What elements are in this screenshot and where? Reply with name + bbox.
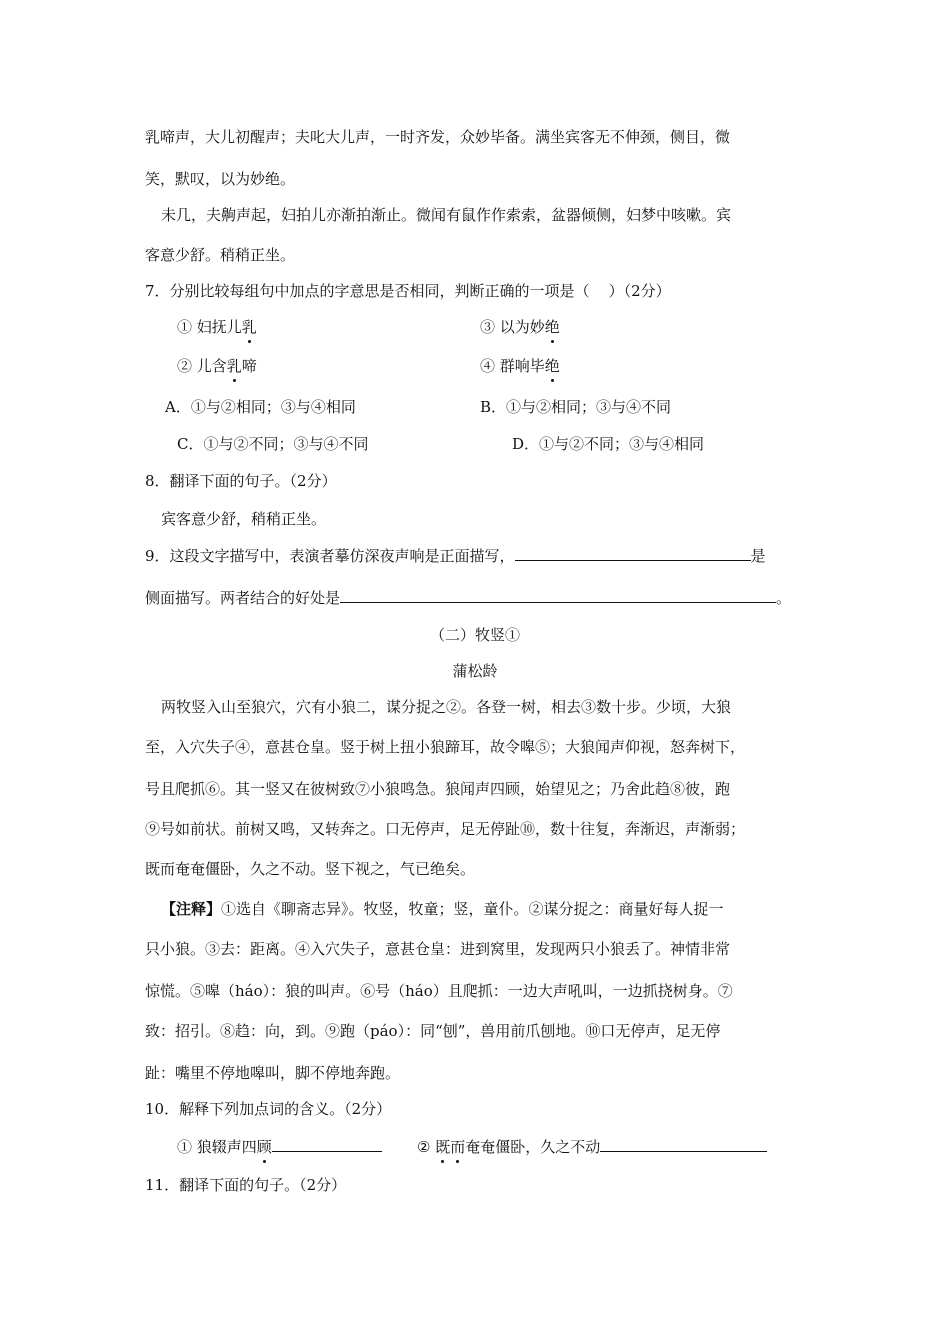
q10-answer-blank-2[interactable] [600, 1136, 767, 1152]
q7-item-4: ④ 群响毕绝 [480, 357, 560, 375]
passage2-line-2: 至，入穴失子④，意甚仓皇。竖于树上扭小狼蹄耳，故令嗥⑤；大狼闻声仰视，怒奔树下， [145, 738, 746, 756]
q7-option-b: B．①与②相同；③与④不同 [480, 398, 672, 416]
passage1-line-3: 未几，夫齁声起，妇拍儿亦渐拍渐止。微闻有鼠作作索索，盆器倾侧，妇梦中咳嗽。宾 [161, 206, 732, 224]
notes-line-3: 惊慌。⑤嗥（háo）：狼的叫声。⑥号（háo）且爬抓：一边大声吼叫，一边抓挠树身。⑦ [145, 982, 733, 1000]
q8-stem: 8．翻译下面的句子。（2分） [145, 472, 337, 490]
passage2-line-1: 两牧竖入山至狼穴，穴有小狼二，谋分捉之②。各登一树，相去③数十步。少顷，大狼 [161, 698, 732, 716]
q10-answer-blank-1[interactable] [272, 1136, 382, 1152]
q8-sentence: 宾客意少舒，稍稍正坐。 [161, 510, 327, 528]
q7-option-a: A．①与②相同；③与④相同 [165, 398, 356, 416]
passage2-line-4: ⑨号如前状。前树又鸣，又转奔之。口无停声，足无停趾⑩，数十往复，奔渐迟，声渐弱； [145, 820, 746, 838]
notes-line-1: 【注释】①选自《聊斋志异》。牧竖，牧童；竖，童仆。②谋分捉之：商量好每人捉一 [161, 900, 724, 918]
q9-line-1: 9．这段文字描写中，表演者摹仿深夜声响是正面描写， 是 [145, 547, 766, 565]
q7-option-d: D．①与②不同；③与④相同 [512, 435, 705, 453]
q7-item-1: ① 妇抚儿乳 [177, 318, 257, 336]
q11-stem: 11．翻译下面的句子。（2分） [145, 1176, 347, 1194]
q10-item-1: ① 狼辍声四顾 [177, 1136, 382, 1157]
q7-stem: 7．分别比较每组句中加点的字意思是否相同，判断正确的一项是（ ）（2分） [145, 282, 671, 300]
q10-stem: 10．解释下列加点词的含义。（2分） [145, 1100, 392, 1118]
q9-line-2: 侧面描写。两者结合的好处是 。 [145, 589, 792, 607]
notes-label: 【注释】 [161, 900, 222, 918]
passage2-author: 蒲松龄 [452, 662, 498, 680]
q10-item-2: ② 既而奄奄僵卧，久之不动 [417, 1136, 767, 1157]
passage1-line-1: 乳啼声，大儿初醒声；夫叱大儿声，一时齐发，众妙毕备。满坐宾客无不伸颈，侧目，微 [145, 128, 731, 146]
passage1-line-2: 笑，默叹，以为妙绝。 [145, 170, 296, 188]
q7-option-c: C．①与②不同；③与④不同 [177, 435, 369, 453]
q7-item-3: ③ 以为妙绝 [480, 318, 560, 336]
passage2-line-5: 既而奄奄僵卧，久之不动。竖下视之，气已绝矣。 [145, 860, 476, 878]
q9-answer-blank-1[interactable] [515, 545, 751, 561]
notes-line-5: 趾：嘴里不停地嗥叫，脚不停地奔跑。 [145, 1064, 401, 1082]
q9-answer-blank-2[interactable] [340, 587, 776, 603]
passage1-line-4: 客意少舒。稍稍正坐。 [145, 246, 296, 264]
passage2-title: （二）牧竖① [429, 626, 520, 644]
passage2-line-3: 号且爬抓⑥。其一竖又在彼树致⑦小狼鸣急。狼闻声四顾，始望见之；乃舍此趋⑧彼，跑 [145, 780, 731, 798]
notes-line-2: 只小狼。③去：距离。④入穴失子，意甚仓皇：进到窝里，发现两只小狼丢了。神情非常 [145, 940, 731, 958]
q7-item-2: ② 儿含乳啼 [177, 357, 257, 375]
notes-line-4: 致：招引。⑧趋：向，到。⑨跑（páo）：同“刨”，兽用前爪刨地。⑩口无停声，足无停 [145, 1022, 721, 1040]
